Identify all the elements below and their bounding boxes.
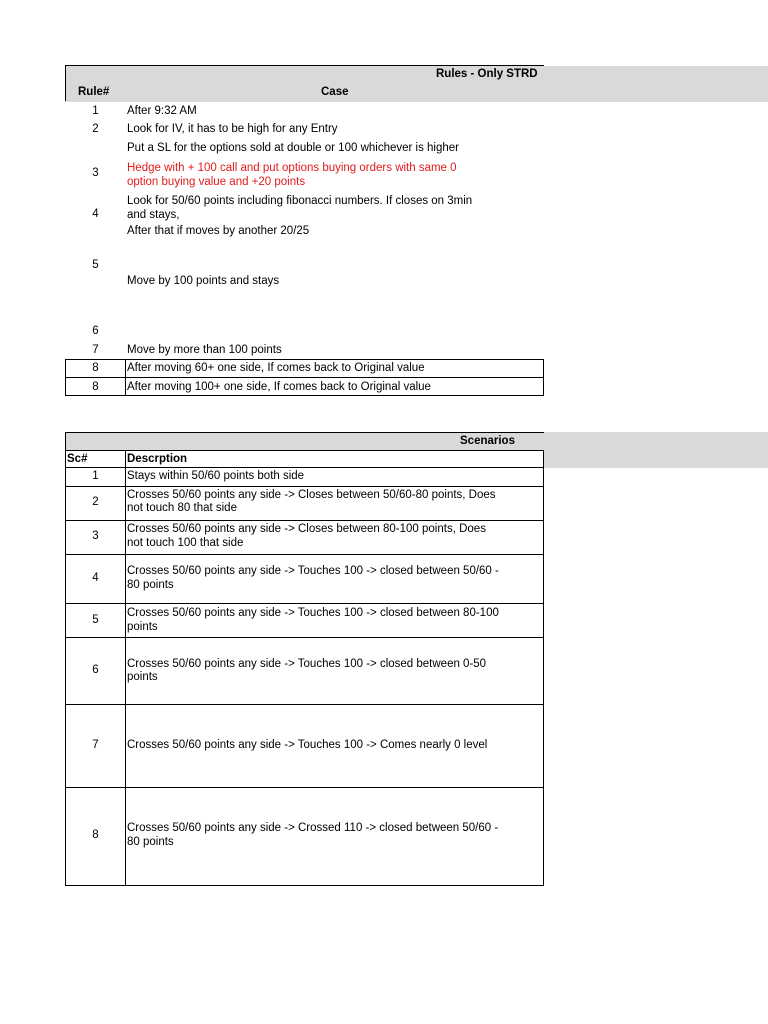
rule-number: 8 — [92, 362, 99, 374]
rule-text: and stays, — [127, 209, 180, 221]
divider — [65, 65, 544, 66]
divider — [65, 65, 66, 101]
divider — [65, 395, 544, 396]
rule-text: option buying value and +20 points — [127, 176, 306, 188]
rule-text: Look for 50/60 points including fibonacci numbers. If closes on 3min — [127, 195, 473, 207]
scenario-text: points — [127, 671, 158, 683]
scenario-number: 4 — [92, 572, 99, 584]
scenario-text: Crosses 50/60 points any side -> Crossed 110 -> closed between 50/60 - — [127, 822, 499, 834]
rules-col-case: Case — [321, 86, 349, 98]
divider — [65, 450, 544, 451]
divider — [65, 467, 544, 468]
rules-col-rule: Rule# — [78, 86, 110, 98]
scenario-text: points — [127, 621, 158, 633]
rule-number: 6 — [92, 325, 99, 337]
scenario-text: Crosses 50/60 points any side -> Touches 100 -> closed between 50/60 - — [127, 565, 499, 577]
scenario-text: Crosses 50/60 points any side -> Touches 100 -> Comes nearly 0 level — [127, 739, 488, 751]
rules-title: Rules - Only STRD — [436, 68, 538, 80]
rule-text: After moving 60+ one side, If comes back to Original value — [127, 362, 425, 374]
rule-number: 5 — [92, 259, 99, 271]
scenario-number: 3 — [92, 530, 99, 542]
rule-text: Look for IV, it has to be high for any Entry — [127, 123, 338, 135]
scenario-number: 6 — [92, 664, 99, 676]
divider — [65, 704, 544, 705]
divider — [65, 520, 544, 521]
scenario-text: 80 points — [127, 579, 174, 591]
rule-number: 8 — [92, 381, 99, 393]
scenario-text: Crosses 50/60 points any side -> Closes between 50/60-80 points, Does — [127, 489, 496, 501]
rule-text: After that if moves by another 20/25 — [127, 225, 310, 237]
divider — [65, 377, 544, 378]
divider — [65, 885, 544, 886]
rule-text: After 9:32 AM — [127, 105, 197, 117]
divider — [65, 432, 544, 433]
divider — [65, 603, 544, 604]
divider — [65, 486, 544, 487]
scenario-number: 5 — [92, 614, 99, 626]
scenario-number: 8 — [92, 829, 99, 841]
rule-text: Move by 100 points and stays — [127, 275, 280, 287]
divider — [543, 450, 544, 886]
scenarios-col-desc: Descrption — [127, 453, 188, 465]
rule-text: After moving 100+ one side, If comes back to Original value — [127, 381, 431, 393]
rule-number: 3 — [92, 167, 99, 179]
divider — [543, 359, 544, 396]
scenario-text: not touch 100 that side — [127, 537, 244, 549]
rule-number: 7 — [92, 344, 99, 356]
scenario-number: 1 — [92, 470, 99, 482]
scenario-text: Stays within 50/60 points both side — [127, 470, 305, 482]
rule-text: Put a SL for the options sold at double or 100 whichever is higher — [127, 142, 460, 154]
scenario-text: not touch 80 that side — [127, 502, 237, 514]
rules-header-band — [65, 66, 768, 102]
rule-number: 4 — [92, 208, 99, 220]
scenarios-col-sc: Sc# — [67, 453, 88, 465]
rule-text: Move by more than 100 points — [127, 344, 282, 356]
scenario-text: Crosses 50/60 points any side -> Touches 100 -> closed between 80-100 — [127, 607, 499, 619]
rule-number: 1 — [92, 105, 99, 117]
divider — [65, 359, 544, 360]
rule-number: 2 — [92, 123, 99, 135]
divider — [65, 554, 544, 555]
scenarios-title: Scenarios — [460, 435, 515, 447]
scenario-number: 2 — [92, 496, 99, 508]
scenario-number: 7 — [92, 739, 99, 751]
divider — [65, 787, 544, 788]
rule-text: Hedge with + 100 call and put options buying orders with same 0 — [127, 162, 457, 174]
scenario-text: 80 points — [127, 836, 174, 848]
scenario-text: Crosses 50/60 points any side -> Closes between 80-100 points, Does — [127, 523, 486, 535]
divider — [65, 637, 544, 638]
scenario-text: Crosses 50/60 points any side -> Touches 100 -> closed between 0-50 — [127, 658, 487, 670]
